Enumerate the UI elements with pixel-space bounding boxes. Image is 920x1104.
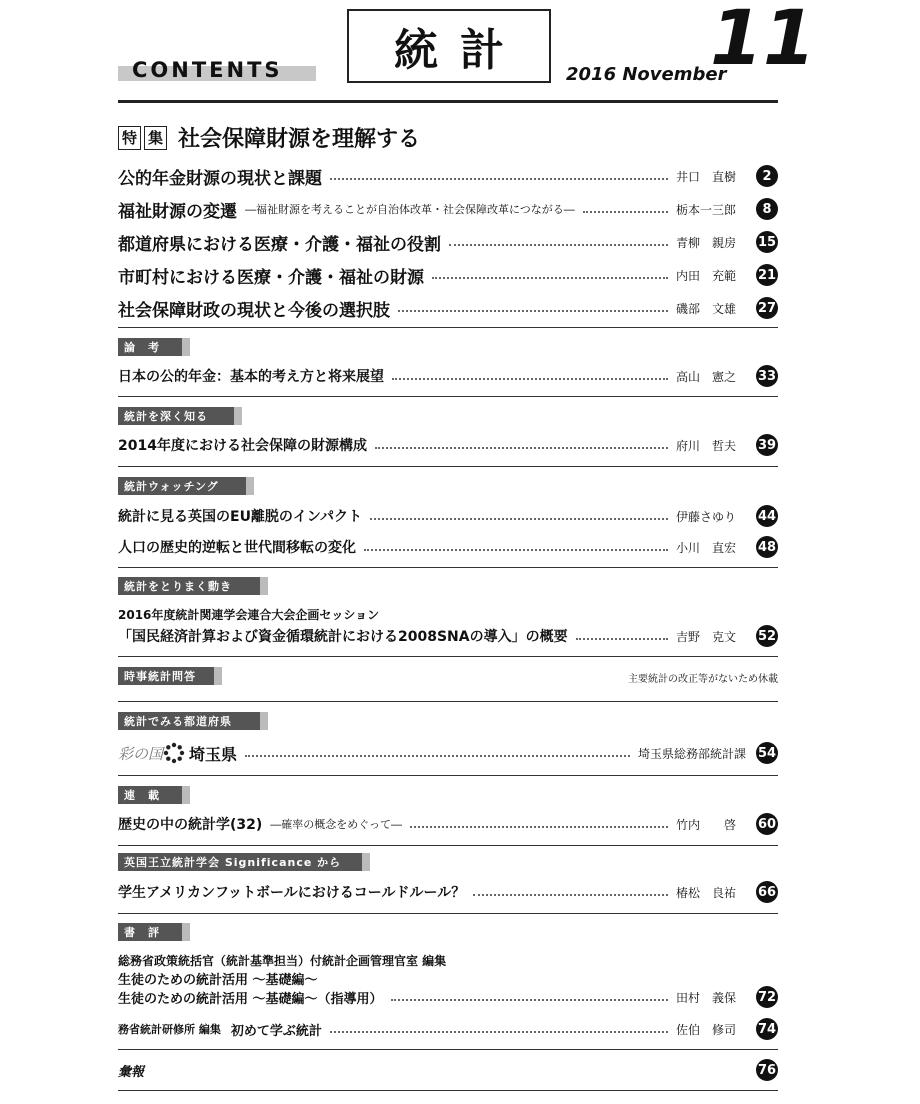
entry-author: 井口 直樹: [676, 169, 737, 184]
divider: [118, 1049, 778, 1050]
page-badge: 15: [756, 231, 778, 253]
toc-entry[interactable]: [118, 741, 778, 765]
page-badge: 33: [756, 365, 778, 387]
feature-label-1: 特: [118, 126, 141, 150]
entry-title: 初めて学ぶ統計: [230, 1023, 322, 1039]
leader-dots: [370, 518, 668, 520]
suspension-note: 主要統計の改正等がないため休載: [628, 674, 778, 685]
page-badge: 44: [756, 505, 778, 527]
entry-author: 佐伯 修司: [676, 1022, 737, 1037]
entry-author: 内田 充範: [676, 268, 737, 283]
entry-author: 府川 哲夫: [676, 438, 737, 453]
section-label-significance: 英国王立統計学会 Significance から: [118, 853, 362, 871]
page-badge: 72: [756, 986, 778, 1008]
page-badge: 76: [756, 1059, 778, 1081]
entry-title: 市町村における医療・介護・福祉の財源: [118, 267, 424, 288]
issue-number: 11: [710, 0, 816, 82]
leader-dots: [583, 211, 668, 213]
entry-author: 青柳 親房: [676, 235, 737, 250]
page-badge: 2: [756, 165, 778, 187]
divider: [118, 845, 778, 846]
section-label-fukaku: 統計を深く知る: [118, 407, 234, 425]
leader-dots: [576, 638, 668, 640]
page-badge: 74: [756, 1018, 778, 1040]
entry-author: 竹内 啓: [676, 817, 737, 832]
page-badge: 48: [756, 536, 778, 558]
book-title-1: 生徒のための統計活用 ～基礎編～: [118, 973, 318, 988]
toc-entry[interactable]: [118, 535, 778, 559]
divider: [118, 656, 778, 657]
leader-dots: [330, 178, 668, 180]
feature-title: 社会保障財源を理解する: [178, 126, 421, 152]
entry-title: 人口の歴史的逆転と世代間移転の変化: [118, 540, 356, 556]
divider: [118, 701, 778, 702]
section-label-rensai: 連 載: [118, 786, 182, 804]
toc-entry[interactable]: [118, 812, 778, 836]
prefecture-emblem-icon: [163, 742, 185, 764]
page-badge: 8: [756, 198, 778, 220]
toc-entry[interactable]: [118, 1058, 778, 1082]
entry-title: 日本の公的年金：基本的考え方と将来展望: [118, 369, 384, 385]
entry-author: 埼玉県総務部統計課: [637, 746, 746, 761]
feature-label-2: 集: [144, 126, 167, 150]
leader-dots: [398, 310, 668, 312]
section-label-jiji: 時事統計問答: [118, 667, 214, 685]
issue-date: 2016 November: [566, 64, 727, 85]
entry-author: 吉野 克文: [676, 629, 737, 644]
session-name: 2016年度統計関連学会連合大会企画セッション: [118, 608, 380, 622]
toc-entry[interactable]: [118, 985, 778, 1009]
divider: [118, 775, 778, 776]
entry-author: 椿松 良祐: [676, 885, 737, 900]
toc-entry[interactable]: [118, 624, 778, 648]
section-label-ronko: 論 考: [118, 338, 182, 356]
entry-author: 栃本一三郎: [676, 202, 737, 217]
divider: [118, 466, 778, 467]
leader-dots: [410, 826, 668, 828]
leader-dots: [432, 277, 668, 279]
toc-entry[interactable]: [118, 164, 778, 188]
page-badge: 54: [756, 742, 778, 764]
entry-title: 「国民経済計算および資金循環統計における2008SNAの導入」の概要: [118, 629, 568, 645]
book-editor-2: 務省統計研修所 編集: [118, 1023, 221, 1036]
entry-subtitle: ―福祉財源を考えることが自治体改革・社会保障改革につながる―: [245, 203, 575, 216]
page-badge: 21: [756, 264, 778, 286]
toc-entry[interactable]: [118, 1017, 778, 1041]
entry-title: 統計に見る英国のEU離脱のインパクト: [118, 509, 362, 525]
leader-dots: [449, 244, 668, 246]
entry-subtitle: ―確率の概念をめぐって―: [270, 818, 403, 831]
toc-entry[interactable]: [118, 296, 778, 320]
entry-author: 小川 直宏: [676, 540, 737, 555]
book-editor: 総務省政策統括官（統計基準担当）付統計企画管理官室 編集: [118, 954, 447, 968]
toc-entry[interactable]: [118, 880, 778, 904]
header-rule: [118, 100, 778, 103]
entry-title: 歴史の中の統計学(32): [118, 817, 263, 833]
page-badge: 66: [756, 881, 778, 903]
entry-author: 高山 憲之: [676, 369, 737, 384]
magazine-title-box: [347, 9, 551, 83]
toc-entry[interactable]: [118, 230, 778, 254]
section-label-ugoki: 統計をとりまく動き: [118, 577, 260, 595]
toc-entry[interactable]: [118, 364, 778, 388]
page-badge: 27: [756, 297, 778, 319]
entry-title: 学生アメリカンフットボールにおけるコールドルール？: [118, 885, 466, 901]
leader-dots: [245, 755, 630, 757]
entry-author: 田村 義保: [676, 990, 737, 1005]
leader-dots: [473, 894, 668, 896]
section-label-shohyo: 書 評: [118, 923, 182, 941]
entry-title: 公的年金財源の現状と課題: [118, 168, 322, 189]
feature-heading: [118, 122, 420, 153]
entry-author: 伊藤さゆり: [676, 509, 737, 524]
leader-dots: [330, 1031, 668, 1033]
toc-entry[interactable]: [118, 197, 778, 221]
toc-entry[interactable]: [118, 263, 778, 287]
leader-dots: [364, 549, 668, 551]
entry-title: 福祉財源の変遷: [118, 201, 237, 222]
toc-entry[interactable]: [118, 433, 778, 457]
leader-dots: [375, 447, 668, 449]
toc-entry[interactable]: [118, 504, 778, 528]
contents-label: CONTENTS: [132, 58, 283, 82]
page-badge: 39: [756, 434, 778, 456]
page-badge: 52: [756, 625, 778, 647]
entry-title: 生徒のための統計活用 ～基礎編～（指導用）: [118, 991, 383, 1007]
entry-title: 社会保障財政の現状と今後の選択肢: [118, 300, 390, 321]
divider: [118, 567, 778, 568]
entry-title: 2014年度における社会保障の財源構成: [118, 438, 367, 454]
leader-dots: [392, 378, 668, 380]
section-label-todofuken: 統計でみる都道府県: [118, 712, 260, 730]
divider: [118, 1090, 778, 1091]
magazine-title: 統計: [394, 25, 526, 76]
leader-dots: [391, 999, 668, 1001]
sainokuni-logo: 彩の国: [118, 744, 164, 763]
entry-author: 磯部 文雄: [676, 301, 737, 316]
section-label-watching: 統計ウォッチング: [118, 477, 246, 495]
divider: [118, 913, 778, 914]
entry-title: 彙報: [118, 1064, 145, 1080]
prefecture-name: 埼玉県: [189, 744, 238, 764]
page-badge: 60: [756, 813, 778, 835]
divider: [118, 327, 778, 328]
entry-title: 都道府県における医療・介護・福祉の役割: [118, 234, 441, 255]
divider: [118, 396, 778, 397]
